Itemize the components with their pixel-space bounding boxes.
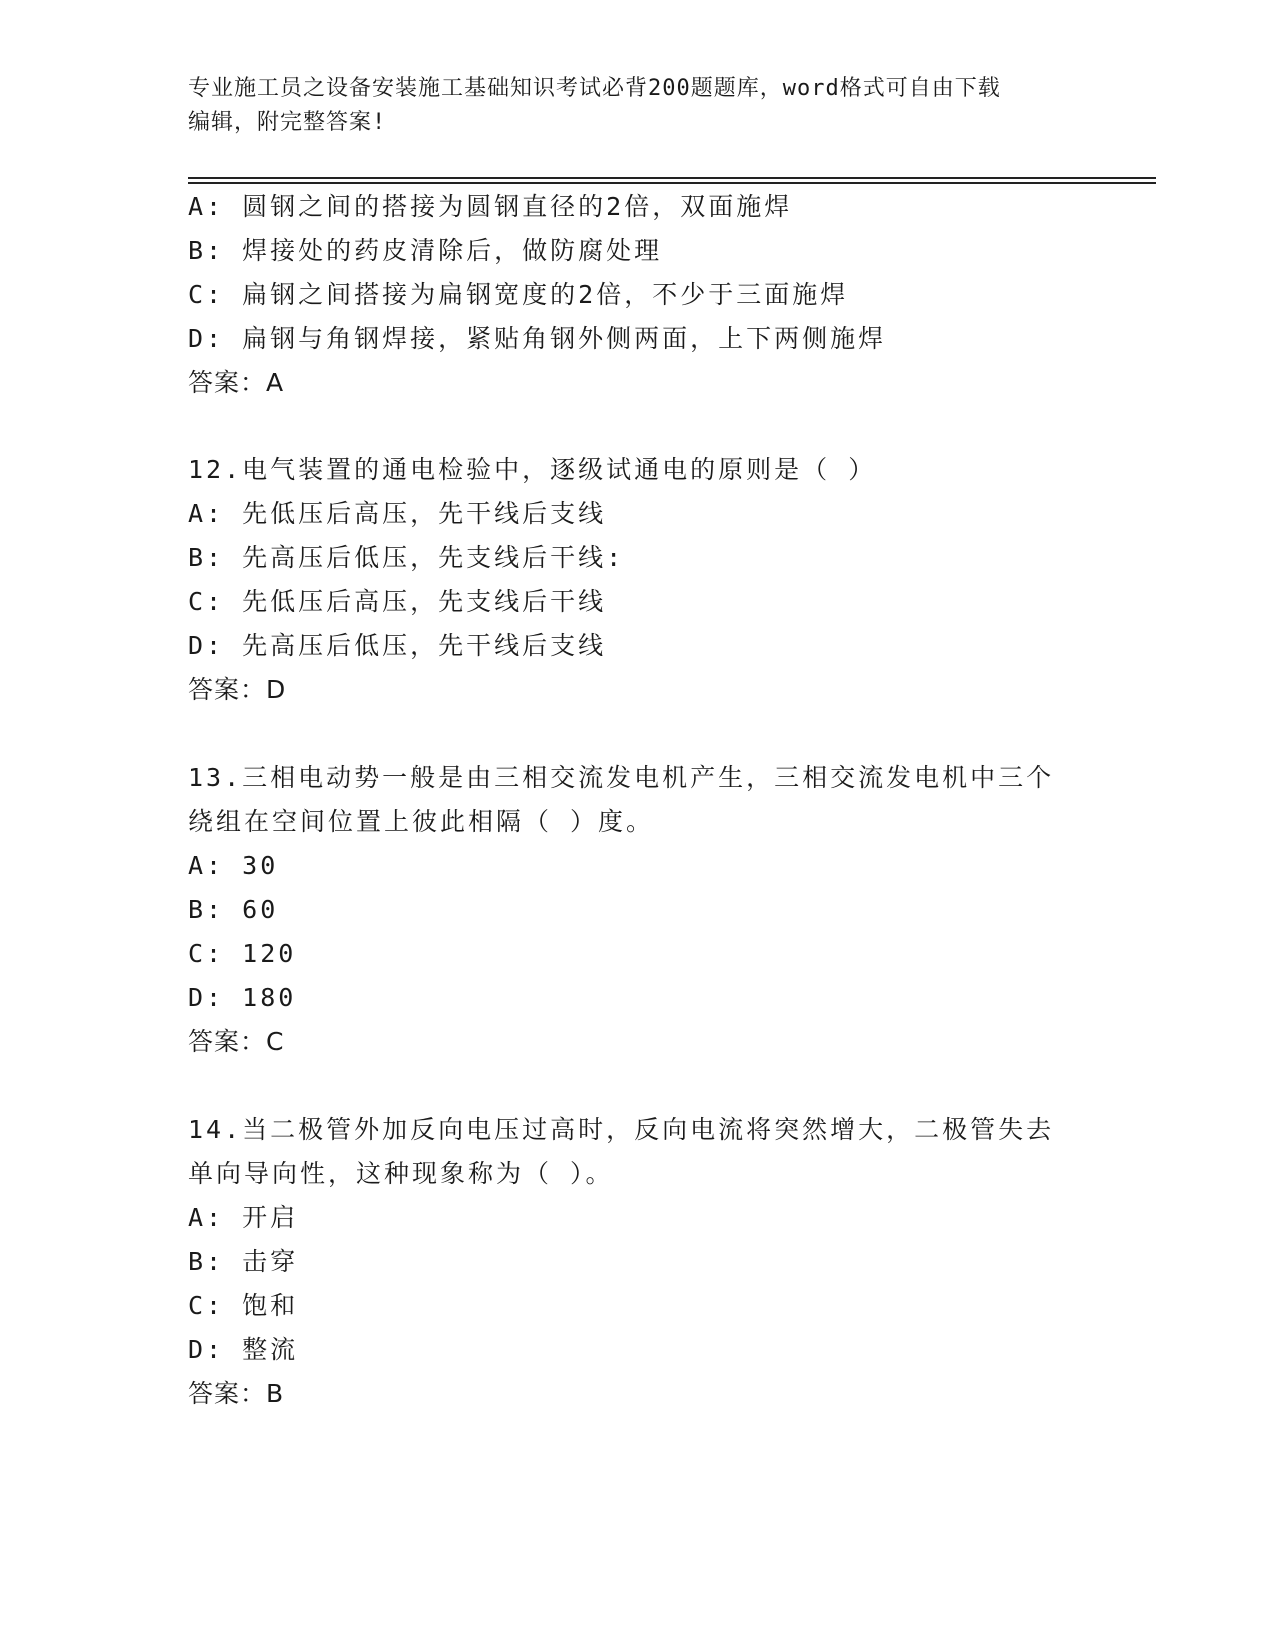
q13-option-a: A: 30 xyxy=(188,851,279,880)
q14-option-d: D: 整流 xyxy=(188,1335,299,1364)
q14-stem-line-1: 14.当二极管外加反向电压过高时，反向电流将突然增大，二极管失去 xyxy=(188,1115,1055,1144)
q12-option-c: C: 先低压后高压，先支线后干线 xyxy=(188,587,607,616)
q13-answer: 答案：C xyxy=(188,1027,285,1056)
q13-stem-line-1: 13.三相电动势一般是由三相交流发电机产生，三相交流发电机中三个 xyxy=(188,763,1055,792)
q14-option-c: C: 饱和 xyxy=(188,1291,299,1320)
q11-option-a: A: 圆钢之间的搭接为圆钢直径的2倍，双面施焊 xyxy=(188,192,793,221)
header-title-line-1: 专业施工员之设备安装施工基础知识考试必背200题题库，word格式可自由下载 xyxy=(188,76,1001,101)
header-divider-top xyxy=(188,177,1156,179)
q11-option-b: B: 焊接处的药皮清除后，做防腐处理 xyxy=(188,236,663,265)
q14-option-a: A: 开启 xyxy=(188,1203,299,1232)
q13-option-d: D: 180 xyxy=(188,983,297,1012)
q12-option-b: B: 先高压后低压，先支线后干线: xyxy=(188,543,625,572)
q13-option-c: C: 120 xyxy=(188,939,297,968)
q14-stem-line-2: 单向导向性，这种现象称为（ ）。 xyxy=(188,1159,614,1188)
q14-option-b: B: 击穿 xyxy=(188,1247,299,1276)
header-title-line-2: 编辑，附完整答案! xyxy=(188,110,387,135)
q12-option-d: D: 先高压后低压，先干线后支线 xyxy=(188,631,607,660)
q13-option-b: B: 60 xyxy=(188,895,279,924)
q11-option-d: D: 扁钢与角钢焊接，紧贴角钢外侧两面，上下两侧施焊 xyxy=(188,324,887,353)
header-divider-bottom xyxy=(188,182,1156,184)
q12-stem: 12.电气装置的通电检验中，逐级试通电的原则是（ ） xyxy=(188,455,877,484)
q14-answer: 答案：B xyxy=(188,1379,285,1408)
q11-answer: 答案：A xyxy=(188,368,285,397)
q13-stem-line-2: 绕组在空间位置上彼此相隔（ ）度。 xyxy=(188,807,655,836)
document-header xyxy=(188,72,1088,140)
q12-option-a: A: 先低压后高压，先干线后支线 xyxy=(188,499,607,528)
q11-option-c: C: 扁钢之间搭接为扁钢宽度的2倍，不少于三面施焊 xyxy=(188,280,849,309)
q12-answer: 答案：D xyxy=(188,675,287,704)
